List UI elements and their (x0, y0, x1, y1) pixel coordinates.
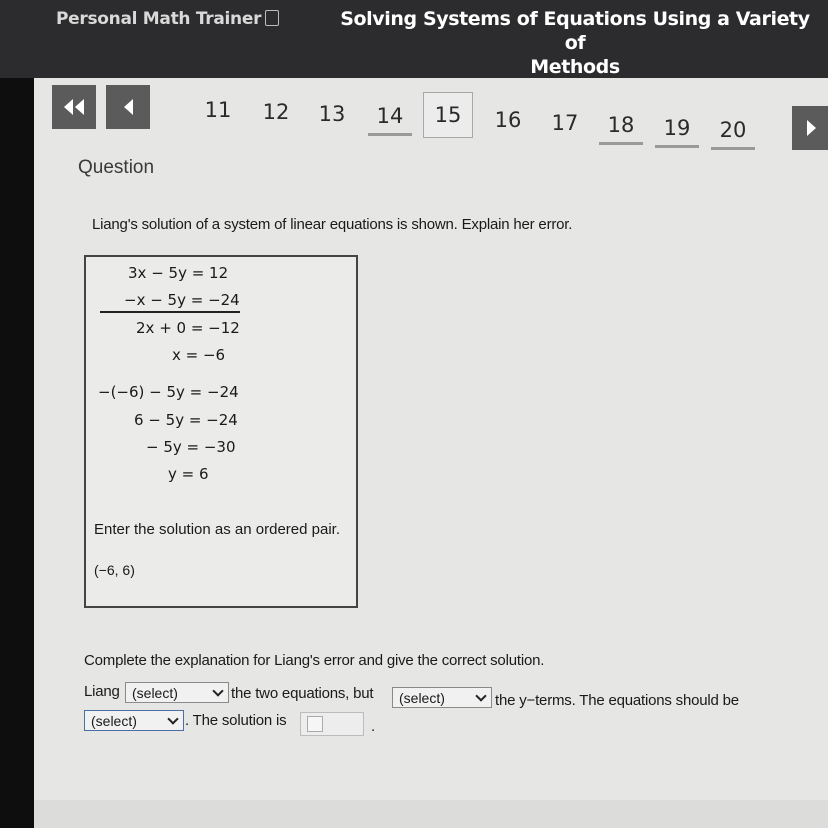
page-13[interactable]: 13 (318, 102, 346, 126)
work-line-6: 6 − 5y = −24 (134, 411, 238, 429)
work-line-2: −x − 5y = −24 (124, 291, 240, 309)
chevron-down-icon (167, 713, 178, 724)
chevron-down-icon (212, 685, 223, 696)
solution-input[interactable] (300, 712, 364, 736)
page-18[interactable]: 18 (599, 113, 643, 137)
sentence-part-5: . (371, 718, 376, 735)
select-term-action-value: (select) (399, 689, 445, 706)
main-screen (34, 78, 828, 828)
first-page-button[interactable] (52, 85, 96, 129)
select-operation-value: (select) (132, 684, 178, 701)
page-20[interactable]: 20 (711, 118, 755, 142)
work-line-3: 2x + 0 = −12 (136, 319, 240, 337)
sentence-part-4: . The solution is (185, 712, 287, 729)
sentence-part-3: the y−terms. The equations should be (495, 692, 739, 709)
sentence-part-1: Liang (84, 683, 120, 700)
page-17[interactable]: 17 (551, 111, 579, 135)
brand-name: Personal Math Trainer (56, 9, 262, 29)
lesson-title (330, 7, 820, 79)
select-term-action[interactable] (392, 687, 492, 708)
caret-right-icon (805, 118, 819, 138)
work-line-7: − 5y = −30 (146, 438, 236, 456)
lesson-title-line1: Solving Systems of Equations Using a Variety of (340, 8, 810, 54)
question-label: Question (78, 157, 155, 178)
page-14[interactable]: 14 (368, 104, 412, 128)
work-line-4: x = −6 (172, 346, 226, 364)
page-19[interactable]: 19 (655, 116, 699, 140)
bottom-toolbar (34, 800, 828, 828)
next-page-button[interactable] (792, 106, 828, 150)
work-line-8: y = 6 (168, 465, 209, 483)
select-equation-form[interactable] (84, 710, 184, 731)
book-icon[interactable] (265, 10, 279, 26)
previous-page-button[interactable] (106, 85, 150, 129)
lesson-title-line2: Methods (530, 56, 620, 78)
select-equation-form-value: (select) (91, 712, 137, 729)
page-11[interactable]: 11 (204, 98, 232, 122)
chevron-down-icon (475, 690, 486, 701)
work-line-1: 3x − 5y = 12 (128, 264, 229, 282)
page-15-current[interactable]: 15 (423, 92, 473, 138)
caret-left-icon (121, 97, 135, 117)
page-16[interactable]: 16 (494, 108, 522, 132)
page-12[interactable]: 12 (262, 100, 290, 124)
enter-solution-label: Enter the solution as an ordered pair. (94, 521, 340, 538)
brand (56, 9, 279, 29)
ordered-pair-answer: (−6, 6) (94, 562, 135, 578)
explanation-instruction: Complete the explanation for Liang's error and give the correct solution. (84, 652, 545, 669)
sum-rule (100, 311, 240, 313)
double-chevron-left-icon (61, 97, 87, 117)
top-bar (0, 0, 828, 78)
solution-input-field[interactable] (307, 716, 323, 732)
question-prompt: Liang's solution of a system of linear equations is shown. Explain her error. (92, 216, 573, 233)
work-line-5: −(−6) − 5y = −24 (98, 383, 239, 401)
select-operation[interactable] (125, 682, 229, 703)
sentence-part-2: the two equations, but (231, 685, 374, 702)
solution-work-box (84, 255, 358, 608)
